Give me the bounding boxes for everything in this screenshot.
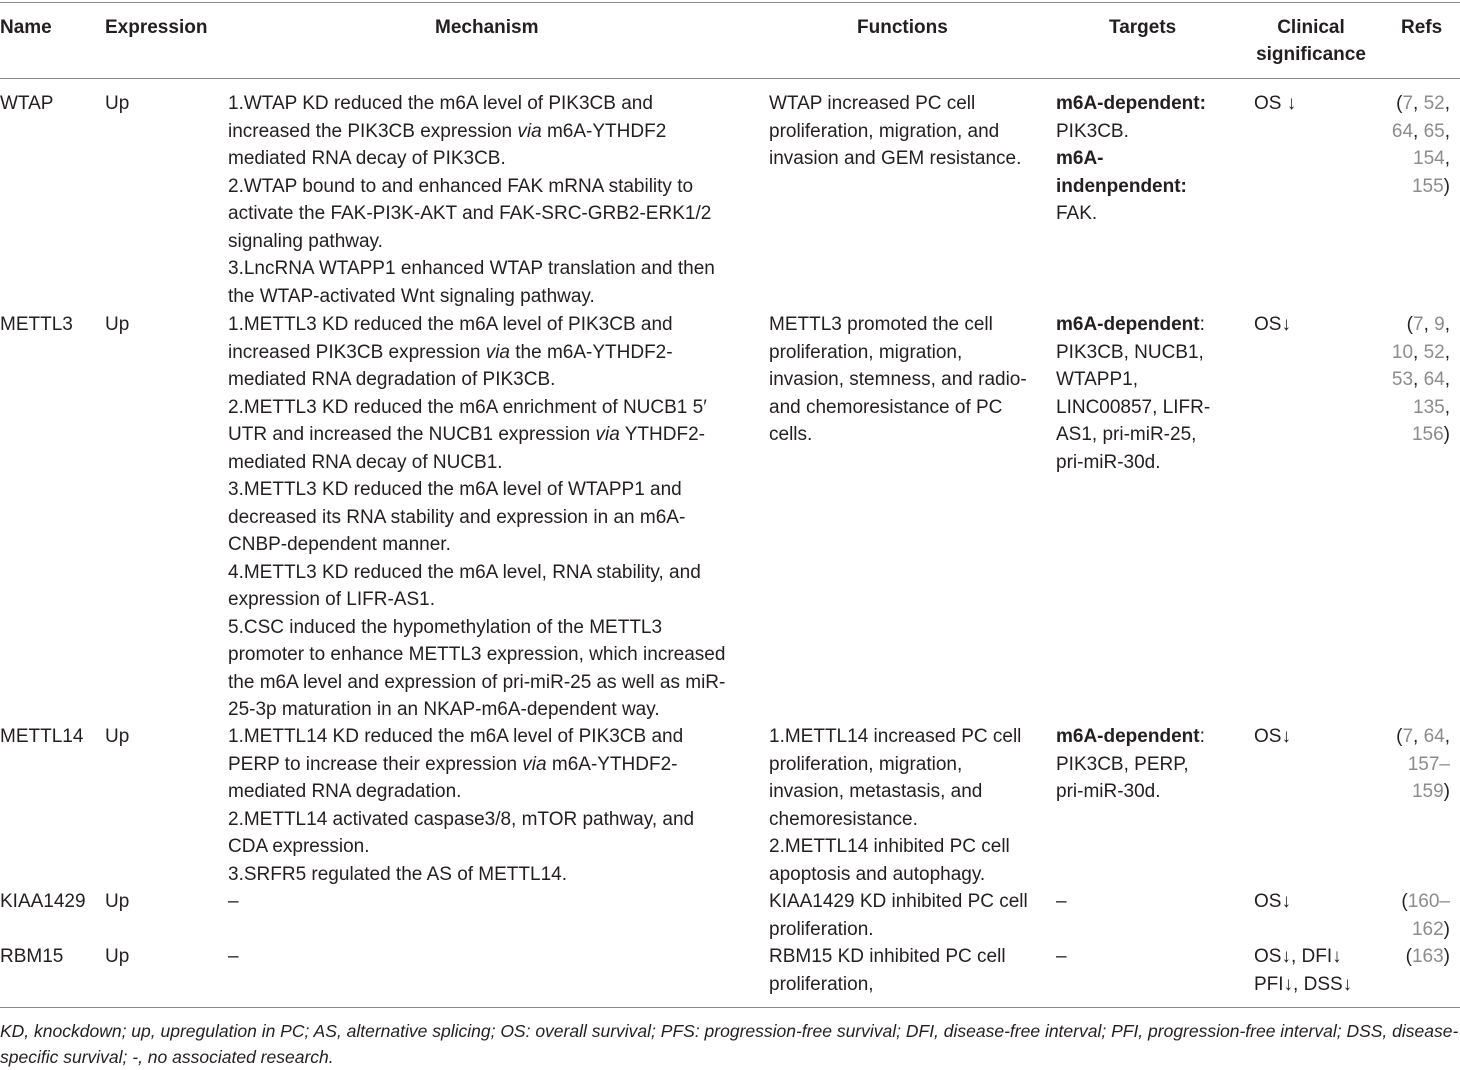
functions-line	[769, 394, 1027, 422]
italic-text: via	[595, 424, 620, 445]
cell-refs	[1380, 90, 1450, 200]
text-segment: expression of LIFR-AS1.	[228, 589, 435, 610]
mechanism-line	[228, 833, 694, 861]
functions-line	[769, 145, 1021, 173]
refs-line	[1380, 943, 1450, 971]
header-mechanism: Mechanism	[435, 17, 539, 38]
text-segment: –	[228, 946, 239, 967]
text-segment: CDA expression.	[228, 836, 370, 857]
refs-line	[1380, 145, 1450, 173]
refs-line	[1380, 421, 1450, 449]
header-name: Name	[0, 17, 52, 38]
mechanism-line	[228, 255, 715, 283]
text-segment: cells.	[769, 424, 813, 445]
reference-link[interactable]: 163	[1411, 946, 1444, 967]
text-segment: mediated RNA degradation of PIK3CB.	[228, 369, 556, 390]
cell-refs	[1380, 723, 1450, 806]
text-segment: ,	[1444, 120, 1450, 142]
clinical-line	[1254, 311, 1291, 339]
functions-line	[769, 421, 1027, 449]
header-expression: Expression	[105, 17, 208, 38]
text-segment: 1.METTL14 KD reduced the m6A level of PIK3CB and	[228, 726, 684, 747]
text-segment: (	[1396, 93, 1403, 114]
text-segment: ,	[1444, 314, 1450, 335]
cell-name: KIAA1429	[0, 891, 86, 912]
functions-line	[769, 366, 1027, 394]
mechanism-line	[228, 669, 725, 697]
text-segment: m6A-YTHDF2-	[546, 753, 678, 775]
mechanism-line	[228, 943, 239, 971]
refs-line	[1380, 339, 1450, 367]
refs-line	[1380, 394, 1450, 422]
targets-line	[1056, 118, 1206, 146]
targets-line	[1056, 449, 1210, 477]
cell-mechanism	[228, 723, 694, 888]
text-segment: )	[1443, 424, 1450, 445]
cell-expression: Up	[105, 891, 130, 912]
reference-link[interactable]: 7	[1402, 93, 1414, 114]
reference-link[interactable]: 52	[1423, 93, 1445, 114]
cell-clinical	[1254, 888, 1291, 916]
cell-functions	[769, 311, 1027, 449]
functions-line	[769, 833, 1021, 861]
refs-line	[1380, 118, 1450, 146]
targets-line	[1056, 339, 1210, 367]
text-segment: ,	[1413, 93, 1424, 114]
footnote-line: specific survival; -, no associated research.	[0, 1047, 334, 1067]
italic-text: via	[522, 753, 547, 775]
mechanism-line	[228, 366, 725, 394]
reference-link[interactable]: 135	[1413, 396, 1445, 418]
cell-name: WTAP	[0, 93, 54, 114]
text-segment: 5.CSC induced the hypomethylation of the METTL3	[228, 616, 663, 638]
text-segment: ,	[1444, 396, 1450, 418]
targets-line	[1056, 311, 1210, 339]
text-segment: 3.SRFR5 regulated the AS of METTL14.	[228, 863, 568, 885]
reference-link[interactable]: 156	[1411, 424, 1444, 445]
header-targets: Targets	[1109, 17, 1177, 38]
cell-clinical	[1254, 90, 1296, 118]
reference-link[interactable]: 10	[1391, 341, 1414, 363]
text-segment: –	[1056, 946, 1067, 967]
targets-line	[1056, 888, 1067, 916]
text-segment: pri-miR-30d.	[1056, 451, 1161, 473]
targets-line	[1056, 751, 1205, 779]
text-segment: OS ↓	[1254, 93, 1297, 114]
targets-line	[1056, 173, 1206, 201]
cell-functions	[769, 90, 1021, 173]
text-segment: (	[1396, 726, 1403, 747]
targets-line	[1056, 366, 1210, 394]
reference-link[interactable]: 159	[1411, 781, 1444, 802]
targets-line	[1056, 943, 1067, 971]
header-functions: Functions	[857, 17, 948, 38]
clinical-line	[1254, 723, 1291, 751]
reference-link[interactable]: 162	[1411, 918, 1444, 940]
header-refs: Refs	[1401, 17, 1443, 38]
text-segment: the m6A level and expression of pri-miR-25 as well as miR-	[228, 671, 726, 693]
cell-clinical	[1254, 723, 1291, 751]
refs-line	[1380, 311, 1450, 339]
text-segment: 2.WTAP bound to and enhanced FAK mRNA stability to	[228, 175, 694, 197]
text-segment: WTAP increased PC cell	[769, 93, 976, 114]
mechanism-line	[228, 311, 725, 339]
text-segment: LINC00857, LIFR-	[1056, 396, 1211, 418]
text-segment: proliferation.	[769, 918, 874, 940]
mechanism-line	[228, 449, 725, 477]
bold-label: m6A-dependent:	[1056, 93, 1206, 114]
reference-link[interactable]: 65	[1423, 120, 1445, 142]
cell-mechanism	[228, 888, 239, 916]
text-segment: PIK3CB, PERP,	[1056, 753, 1189, 775]
text-segment: METTL3 promoted the cell	[769, 314, 993, 335]
functions-line	[769, 751, 1021, 779]
reference-link[interactable]: 9	[1434, 314, 1445, 335]
cell-name: RBM15	[0, 946, 64, 967]
text-segment: 2.METTL3 KD reduced the m6A enrichment of NUCB1 5′	[228, 396, 707, 418]
refs-line	[1380, 778, 1450, 806]
functions-line	[769, 778, 1021, 806]
clinical-line	[1254, 888, 1291, 916]
text-segment: YTHDF2-	[619, 424, 705, 445]
text-segment: (	[1401, 891, 1408, 912]
targets-line	[1056, 421, 1210, 449]
text-segment: proliferation, migration,	[769, 341, 963, 363]
text-segment: ,	[1413, 369, 1424, 390]
cell-mechanism	[228, 90, 715, 310]
mechanism-line	[228, 806, 694, 834]
text-segment: ,	[1444, 369, 1450, 390]
reference-link[interactable]: 160–	[1407, 891, 1450, 912]
refs-line	[1380, 916, 1450, 944]
text-segment: UTR and increased the NUCB1 expression	[228, 424, 596, 445]
text-segment: RBM15 KD inhibited PC cell	[769, 946, 1006, 967]
text-segment: :	[1199, 726, 1205, 747]
mechanism-line	[228, 394, 725, 422]
text-segment: mediated RNA decay of NUCB1.	[228, 451, 503, 473]
header-clinical-line-1: Clinical	[1277, 17, 1345, 38]
mechanism-line	[228, 90, 715, 118]
text-segment: invasion, stemness, and radio-	[769, 369, 1027, 390]
reference-link[interactable]: 64	[1391, 120, 1414, 142]
header-clinical-significance	[1250, 14, 1372, 68]
mechanism-line	[228, 421, 725, 449]
mechanism-line	[228, 173, 715, 201]
text-segment: m6A-YTHDF2	[541, 120, 667, 142]
functions-line	[769, 118, 1021, 146]
text-segment: proliferation,	[769, 973, 874, 995]
mechanism-line	[228, 696, 725, 724]
bold-label: m6A-dependent	[1056, 726, 1200, 747]
clinical-line	[1254, 943, 1352, 971]
mechanism-line	[228, 614, 725, 642]
clinical-line	[1254, 90, 1296, 118]
text-segment: activate the FAK-PI3K-AKT and FAK-SRC-GRB2-ERK1/2	[228, 203, 712, 224]
reference-link[interactable]: 52	[1423, 341, 1445, 363]
header-clinical-line-2: significance	[1256, 44, 1366, 65]
text-segment: invasion, metastasis, and	[769, 781, 983, 802]
reference-link[interactable]: 157–	[1407, 753, 1450, 775]
text-segment: (	[1406, 314, 1413, 335]
table-footnote	[0, 1018, 1460, 1070]
targets-line	[1056, 778, 1205, 806]
functions-line	[769, 888, 1028, 916]
functions-line	[769, 806, 1021, 834]
mechanism-line	[228, 861, 694, 889]
text-segment: KIAA1429 KD inhibited PC cell	[769, 891, 1028, 912]
cell-functions	[769, 888, 1028, 943]
reference-link[interactable]: 64	[1423, 369, 1445, 390]
mechanism-line	[228, 723, 694, 751]
targets-line	[1056, 145, 1206, 173]
cell-clinical	[1254, 943, 1352, 998]
text-segment: 2.METTL14 activated caspase3/8, mTOR pathway, and	[228, 808, 695, 830]
text-segment: ,	[1444, 148, 1450, 169]
functions-line	[769, 339, 1027, 367]
text-segment: ,	[1444, 726, 1450, 747]
text-segment: CNBP-dependent manner.	[228, 534, 451, 555]
mechanism-line	[228, 118, 715, 146]
text-segment: :	[1199, 314, 1205, 335]
mechanism-line	[228, 751, 694, 779]
mechanism-line	[228, 339, 725, 367]
text-segment: 3.METTL3 KD reduced the m6A level of WTAPP1 and	[228, 479, 682, 500]
cell-mechanism	[228, 943, 239, 971]
mechanism-line	[228, 778, 694, 806]
text-segment: promoter to enhance METTL3 expression, which increased	[228, 644, 726, 665]
mechanism-line	[228, 888, 239, 916]
text-segment: PFI↓, DSS↓	[1254, 973, 1353, 995]
italic-text: via	[485, 341, 510, 363]
text-segment: signaling pathway.	[228, 230, 383, 252]
cell-functions	[769, 723, 1021, 888]
text-segment: increased PIK3CB expression	[228, 341, 486, 363]
targets-line	[1056, 90, 1206, 118]
italic-text: via	[517, 120, 542, 142]
text-segment: PIK3CB, NUCB1,	[1056, 341, 1204, 363]
text-segment: ,	[1444, 93, 1450, 114]
cell-functions	[769, 943, 1006, 998]
text-segment: mediated RNA degradation.	[228, 781, 462, 802]
cell-clinical	[1254, 311, 1291, 339]
functions-line	[769, 943, 1006, 971]
refs-line	[1380, 366, 1450, 394]
text-segment: FAK.	[1056, 203, 1098, 224]
text-segment: the m6A-YTHDF2-	[509, 341, 673, 363]
mechanism-line	[228, 586, 725, 614]
cell-name: METTL14	[0, 726, 84, 747]
mechanism-line	[228, 531, 725, 559]
text-segment: ,	[1413, 120, 1424, 142]
reference-link[interactable]: 64	[1423, 726, 1445, 747]
text-segment: 25-3p maturation in an NKAP-m6A-dependent way.	[228, 699, 660, 720]
text-segment: proliferation, migration, and	[769, 120, 1000, 142]
text-segment: OS↓	[1254, 891, 1291, 912]
mechanism-line	[228, 228, 715, 256]
mechanism-line	[228, 200, 715, 228]
text-segment: decreased its RNA stability and expression in an m6A-	[228, 506, 686, 528]
text-segment: OS↓, DFI↓	[1254, 946, 1342, 967]
text-segment: )	[1443, 918, 1450, 940]
cell-expression: Up	[105, 93, 130, 114]
footnote-line: KD, knockdown; up, upregulation in PC; AS, alternative splicing; OS: overall survival; PFS: progression-free survival; DFI, disease-free interval; PFI, progression-free interval; DSS, disease-	[0, 1021, 1459, 1041]
text-segment: ,	[1444, 341, 1450, 363]
cell-targets	[1056, 90, 1206, 228]
mechanism-line	[228, 641, 725, 669]
bold-label: m6A-dependent	[1056, 314, 1200, 335]
mechanism-line	[228, 504, 725, 532]
text-segment: 1.METTL14 increased PC cell	[769, 726, 1022, 747]
cell-refs	[1380, 888, 1450, 943]
text-segment: ,	[1423, 314, 1435, 335]
text-segment: ,	[1413, 726, 1424, 747]
refs-line	[1380, 888, 1450, 916]
cell-refs	[1380, 311, 1450, 449]
text-segment: )	[1443, 781, 1450, 802]
text-segment: apoptosis and autophagy.	[769, 863, 986, 885]
refs-line	[1380, 173, 1450, 201]
text-segment: 1.METTL3 KD reduced the m6A level of PIK3CB and	[228, 314, 673, 335]
cell-name: METTL3	[0, 314, 73, 335]
text-segment: –	[228, 891, 239, 912]
mechanism-line	[228, 476, 725, 504]
mechanism-line	[228, 559, 725, 587]
text-segment: –	[1056, 891, 1067, 912]
text-segment: )	[1443, 175, 1450, 197]
functions-line	[769, 723, 1021, 751]
targets-line	[1056, 200, 1206, 228]
cell-expression: Up	[105, 314, 130, 335]
text-segment: 3.LncRNA WTAPP1 enhanced WTAP translation and then	[228, 258, 715, 279]
text-segment: the WTAP-activated Wnt signaling pathway.	[228, 285, 595, 307]
clinical-line	[1254, 971, 1352, 999]
mechanism-line	[228, 283, 715, 311]
functions-line	[769, 971, 1006, 999]
text-segment: AS1, pri-miR-25,	[1056, 424, 1197, 445]
refs-line	[1380, 751, 1450, 779]
reference-link[interactable]: 155	[1411, 175, 1444, 197]
text-segment: chemoresistance.	[769, 808, 918, 830]
bold-label: m6A-	[1056, 148, 1104, 169]
cell-refs	[1380, 943, 1450, 971]
text-segment: 1.WTAP KD reduced the m6A level of PIK3CB and	[228, 93, 653, 114]
text-segment: WTAPP1,	[1056, 369, 1138, 390]
table-top-rule	[0, 2, 1460, 3]
text-segment: PERP to increase their expression	[228, 753, 523, 775]
table-bottom-rule	[0, 1007, 1460, 1008]
reference-link[interactable]: 7	[1413, 314, 1424, 335]
targets-line	[1056, 723, 1205, 751]
cell-targets	[1056, 311, 1210, 476]
refs-line	[1380, 723, 1450, 751]
text-segment: (	[1405, 946, 1412, 967]
cell-expression: Up	[105, 726, 130, 747]
reference-link[interactable]: 53	[1391, 369, 1414, 390]
text-segment: 2.METTL14 inhibited PC cell	[769, 836, 1010, 857]
text-segment: ,	[1413, 341, 1424, 363]
cell-targets	[1056, 943, 1067, 971]
text-segment: proliferation, migration,	[769, 753, 963, 775]
functions-line	[769, 861, 1021, 889]
text-segment: PIK3CB.	[1056, 120, 1129, 142]
bold-label: indenpendent:	[1056, 175, 1187, 197]
functions-line	[769, 90, 1021, 118]
text-segment: 4.METTL3 KD reduced the m6A level, RNA stability, and	[228, 561, 701, 583]
text-segment: mediated RNA decay of PIK3CB.	[228, 148, 506, 169]
text-segment: OS↓	[1254, 726, 1291, 747]
reference-link[interactable]: 154	[1413, 148, 1445, 169]
text-segment: )	[1443, 946, 1450, 967]
reference-link[interactable]: 7	[1402, 726, 1414, 747]
text-segment: increased the PIK3CB expression	[228, 120, 518, 142]
functions-line	[769, 311, 1027, 339]
text-segment: pri-miR-30d.	[1056, 781, 1161, 802]
text-segment: and chemoresistance of PC	[769, 396, 1003, 418]
cell-mechanism	[228, 311, 725, 724]
text-segment: OS↓	[1254, 314, 1291, 335]
targets-line	[1056, 394, 1210, 422]
header-bottom-rule	[0, 78, 1460, 79]
refs-line	[1380, 90, 1450, 118]
functions-line	[769, 916, 1028, 944]
cell-targets	[1056, 723, 1205, 806]
mechanism-line	[228, 145, 715, 173]
cell-expression: Up	[105, 946, 130, 967]
cell-targets	[1056, 888, 1067, 916]
text-segment: invasion and GEM resistance.	[769, 148, 1022, 169]
